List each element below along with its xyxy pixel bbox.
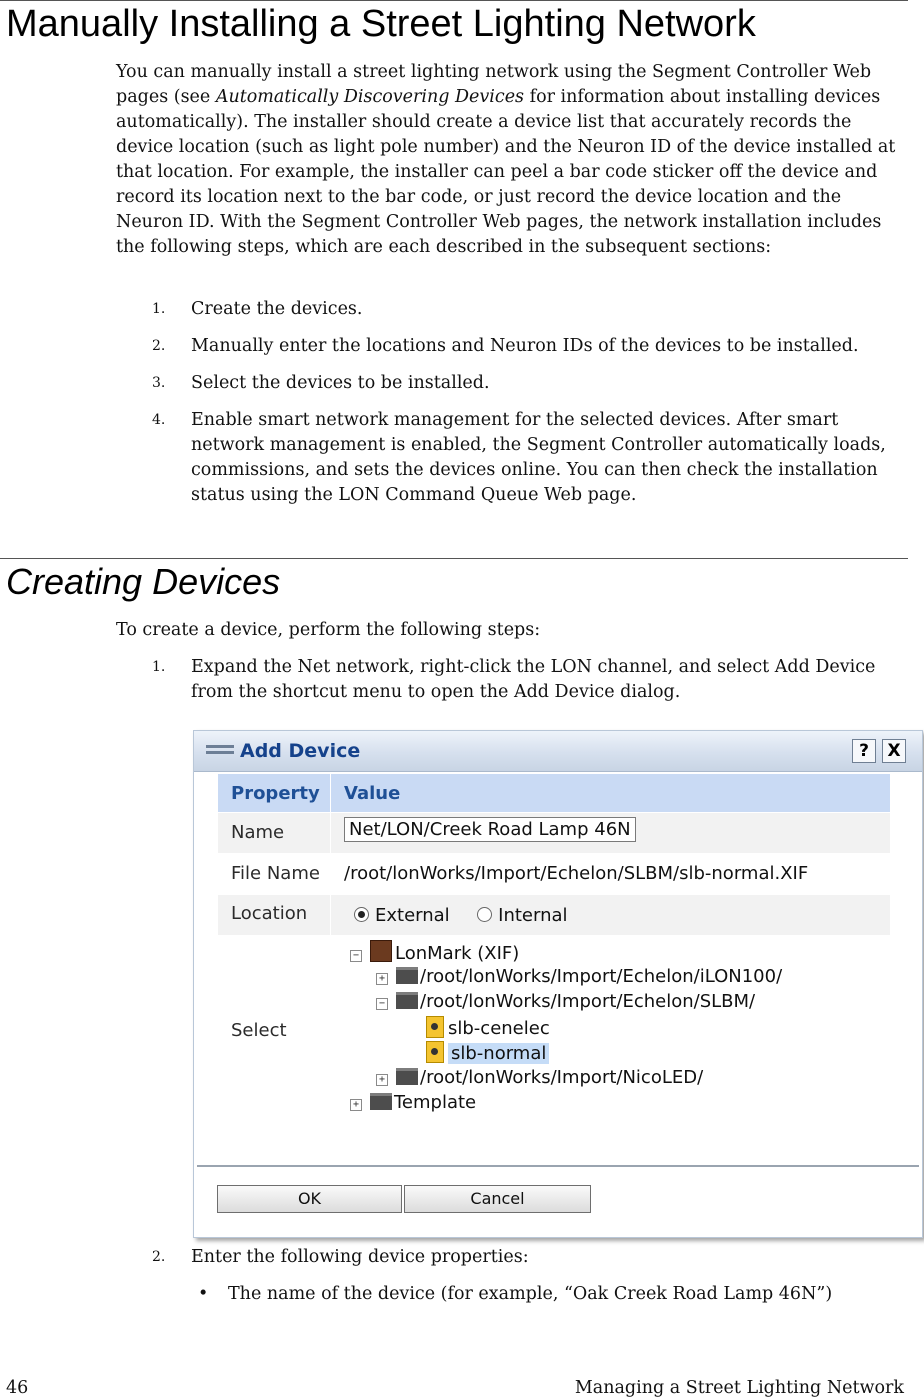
table-row: Name Net/LON/Creek Road Lamp 46N <box>218 813 890 854</box>
install-steps-list <box>152 297 892 520</box>
page-title: Manually Installing a Street Lighting Network <box>6 3 756 45</box>
dialog-icon <box>206 745 234 761</box>
top-rule <box>0 0 908 1</box>
intro-text-after: for information about installing devices automatically). The installer should create a device list that accurately records the device location (such as light pole number) and the Neuron ID of the device installed at that location. For example, the installer can peel a bar code sticker off the device and record its location next to the bar code, or just record the device location and the Neuron ID. With the Segment Controller Web pages, the network installation includes the following steps, which are each described in the subsequent sections: <box>116 87 896 257</box>
list-item: 2. Manually enter the locations and Neuron IDs of the devices to be installed. <box>152 336 859 356</box>
folder-icon <box>370 1093 392 1110</box>
dialog-title: Add Device <box>240 740 361 762</box>
bullet-icon: • <box>198 1284 209 1304</box>
close-button[interactable]: X <box>882 739 906 763</box>
list-item: 1. Create the devices. <box>152 299 363 319</box>
lonmark-cube-icon <box>370 940 392 962</box>
xif-file-icon <box>426 1016 444 1038</box>
table-row: File Name /root/lonWorks/Import/Echelon/SLBM/slb-normal.XIF <box>218 854 890 895</box>
bullet-item: • The name of the device (for example, “Oak Creek Road Lamp 46N”) <box>190 1282 924 1307</box>
list-item: 3. Select the devices to be installed. <box>152 373 490 393</box>
folder-icon <box>396 1068 418 1085</box>
chapter-title: Managing a Street Lighting Network <box>574 1378 904 1398</box>
column-header-property: Property <box>231 783 320 804</box>
name-input[interactable]: Net/LON/Creek Road Lamp 46N <box>344 819 636 840</box>
cancel-button[interactable]: Cancel <box>404 1185 591 1213</box>
list-item: 2. Enter the following device properties: <box>152 1247 529 1267</box>
section-rule <box>0 558 908 559</box>
dialog-titlebar <box>194 731 922 772</box>
list-item: 4. Enable smart network management for the selected devices. After smart network management is enabled, the Segment Controller automatically loads, commissions, and sets the devices online. You can then check the installation status using the LON Command Queue Web page. <box>152 410 886 505</box>
column-header-value: Value <box>344 783 401 804</box>
property-grid <box>218 774 890 1127</box>
tree-node[interactable]: − LonMark (XIF) <box>350 940 519 964</box>
tree-node[interactable]: − /root/lonWorks/Import/Echelon/SLBM/ <box>376 990 755 1014</box>
folder-icon <box>396 967 418 984</box>
create-steps-list-1 <box>152 655 892 717</box>
table-row: Select − LonMark (XIF) + /root/lonWorks/Import/Echelon/iLON100/ − /root/lonWorks/Import/Echelon/SLBM/ slb-cenelec slb-normal + /root/lonWorks/Import/NicoLED/ + Template <box>218 936 890 1127</box>
table-row: Location External Internal <box>218 895 890 936</box>
tree-node-selected[interactable]: slb-normal <box>426 1041 549 1065</box>
location-internal-radio[interactable]: Internal <box>477 905 567 926</box>
help-button[interactable]: ? <box>852 739 876 763</box>
page-number: 46 <box>6 1378 29 1398</box>
tree-node[interactable]: + Template <box>350 1091 476 1115</box>
xif-file-icon <box>426 1041 444 1063</box>
add-device-dialog <box>193 730 923 1238</box>
dialog-divider <box>197 1165 919 1167</box>
tree-node[interactable]: + /root/lonWorks/Import/Echelon/iLON100/ <box>376 965 782 989</box>
create-intro: To create a device, perform the following steps: <box>116 620 541 640</box>
tree-node[interactable]: slb-cenelec <box>426 1016 550 1040</box>
folder-icon <box>396 992 418 1009</box>
ok-button[interactable]: OK <box>217 1185 402 1213</box>
intro-text-before: You can manually install a street lighting network using the Segment Controller Web pages (see <box>116 62 872 107</box>
cross-reference: Automatically Discovering Devices <box>215 87 525 107</box>
location-external-radio[interactable]: External <box>354 905 450 926</box>
section-title: Creating Devices <box>6 561 281 602</box>
intro-paragraph <box>116 60 906 260</box>
create-steps-list-2 <box>152 1245 892 1282</box>
file-name-value: /root/lonWorks/Import/Echelon/SLBM/slb-normal.XIF <box>344 863 809 884</box>
grid-header <box>218 774 890 813</box>
tree-node[interactable]: + /root/lonWorks/Import/NicoLED/ <box>376 1066 703 1090</box>
list-item: 1. Expand the Net network, right-click the LON channel, and select Add Device from the shortcut menu to open the Add Device dialog. <box>152 657 876 702</box>
